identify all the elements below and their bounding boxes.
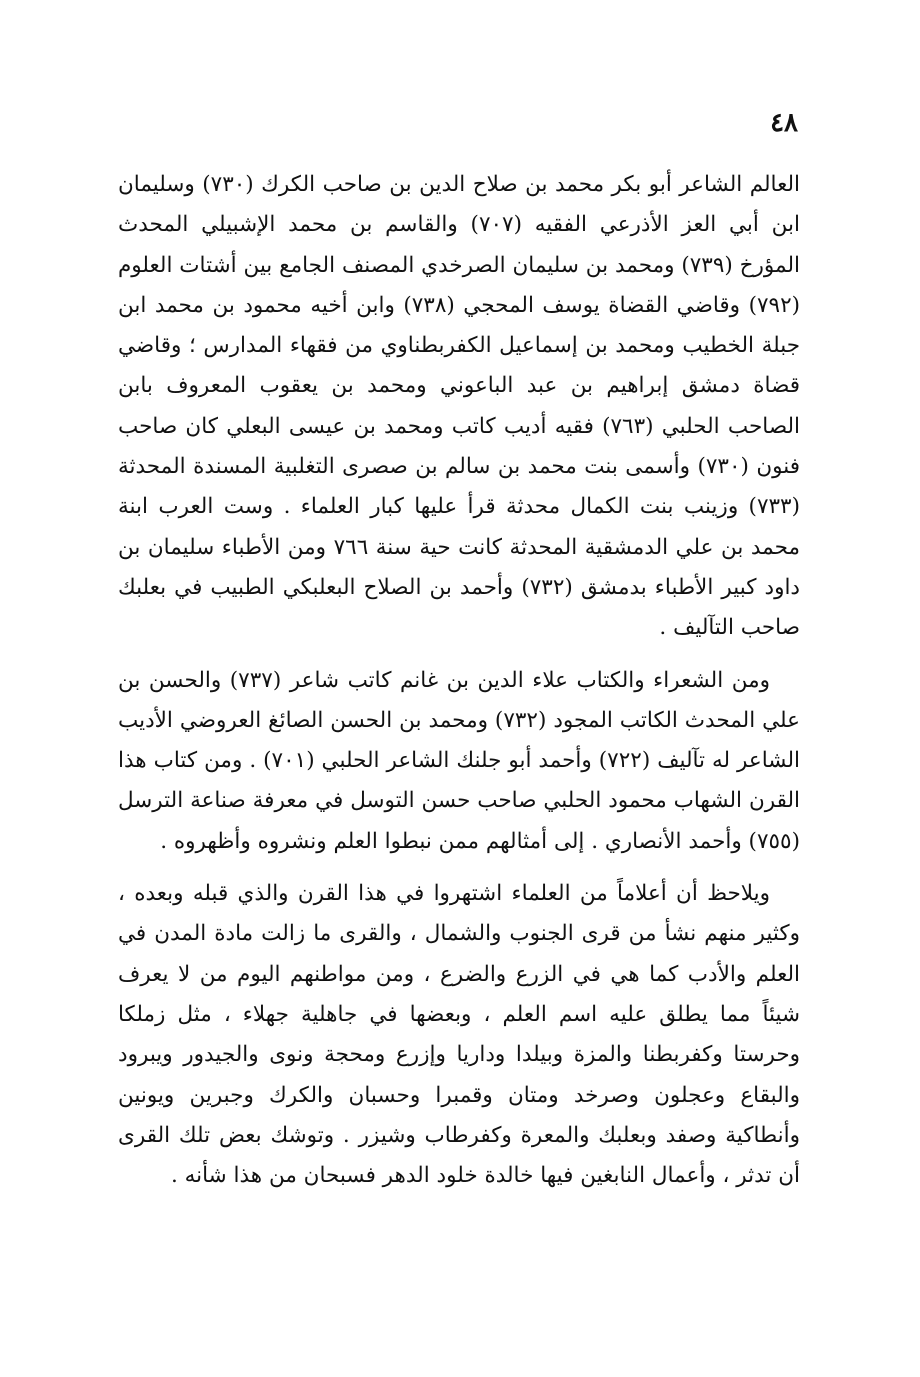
page-text bbox=[118, 165, 800, 1196]
page-number: ٤٨ bbox=[770, 108, 798, 138]
paragraph-poets-and-writers: ومن الشعراء والكتاب علاء الدين بن غانم كاتب شاعر (٧٣٧) والحسن بن علي المحدث الكاتب المجود (٧٣٢) ومحمد بن الحسن الصائغ العروضي الأديب الشاعر له تآليف (٧٢٢) وأحمد أبو جلنك الشاعر الحلبي (٧٠١) . ومن كتاب هذا القرن الشهاب محمود الحلبي صاحب حسن التوسل في معرفة صناعة الترسل (٧٥٥) وأحمد الأنصاري . إلى أمثالهم ممن نبطوا العلم ونشروه وأظهروه . bbox=[118, 667, 801, 854]
paragraph-villages-note: ويلاحظ أن أعلاماً من العلماء اشتهروا في هذا القرن والذي قبله وبعده ، وكثير منهم نشأ من قرى الجنوب والشمال ، والقرى ما زالت مادة المدن في العلم والأدب كما هي في الزرع والضرع ، ومن مواطنهم اليوم من لا يعرف شيئاً مما يطلق عليه اسم العلم ، وبعضها في جاهلية جهلاء ، مثل زملكا وحرستا وكفربطنا والمزة وبيلدا وداريا وإزرع ومحجة ونوى والجيدور ويبرود والبقاع وعجلون وصرخد ومتان وقمبرا وحسبان والكرك وجبرين ويونين وأنطاكية وصفد وبعلبك والمعرة وكفرطاب وشيزر . وتوشك بعض تلك القرى أن تدثر ، وأعمال النابغين فيها خالدة خلود الدهر فسبحان من هذا شأنه . bbox=[118, 881, 800, 1189]
paragraph-scholars-list: العالم الشاعر أبو بكر محمد بن صلاح الدين بن صاحب الكرك (٧٣٠) وسليمان ابن أبي العز الأذرعي الفقيه (٧٠٧) والقاسم بن محمد الإشبيلي المحدث المؤرخ (٧٣٩) ومحمد بن سليمان الصرخدي المصنف الجامع بين أشتات العلوم (٧٩٢) وقاضي القضاة يوسف المحجي (٧٣٨) وابن أخيه محمود بن محمد ابن جبلة الخطيب ومحمد بن إسماعيل الكفربطناوي من فقهاء المدارس ؛ وقاضي قضاة دمشق إبراهيم بن عبد الباعوني ومحمد بن يعقوب المعروف بابن الصاحب الحلبي (٧٦٣) فقيه أديب كاتب ومحمد بن عيسى البعلي كان صاحب فنون (٧٣٠) وأسمى بنت محمد بن سالم بن صصرى التغلبية المسندة المحدثة (٧٣٣) وزينب بنت الكمال محدثة قرأ عليها كبار العلماء . وست العرب ابنة محمد بن علي الدمشقية المحدثة كانت حية سنة ٧٦٦ ومن الأطباء سليمان بن داود كبير الأطباء بدمشق (٧٣٢) وأحمد بن الصلاح البعلبكي الطبيب في بعلبك صاحب التآليف . bbox=[118, 172, 801, 641]
